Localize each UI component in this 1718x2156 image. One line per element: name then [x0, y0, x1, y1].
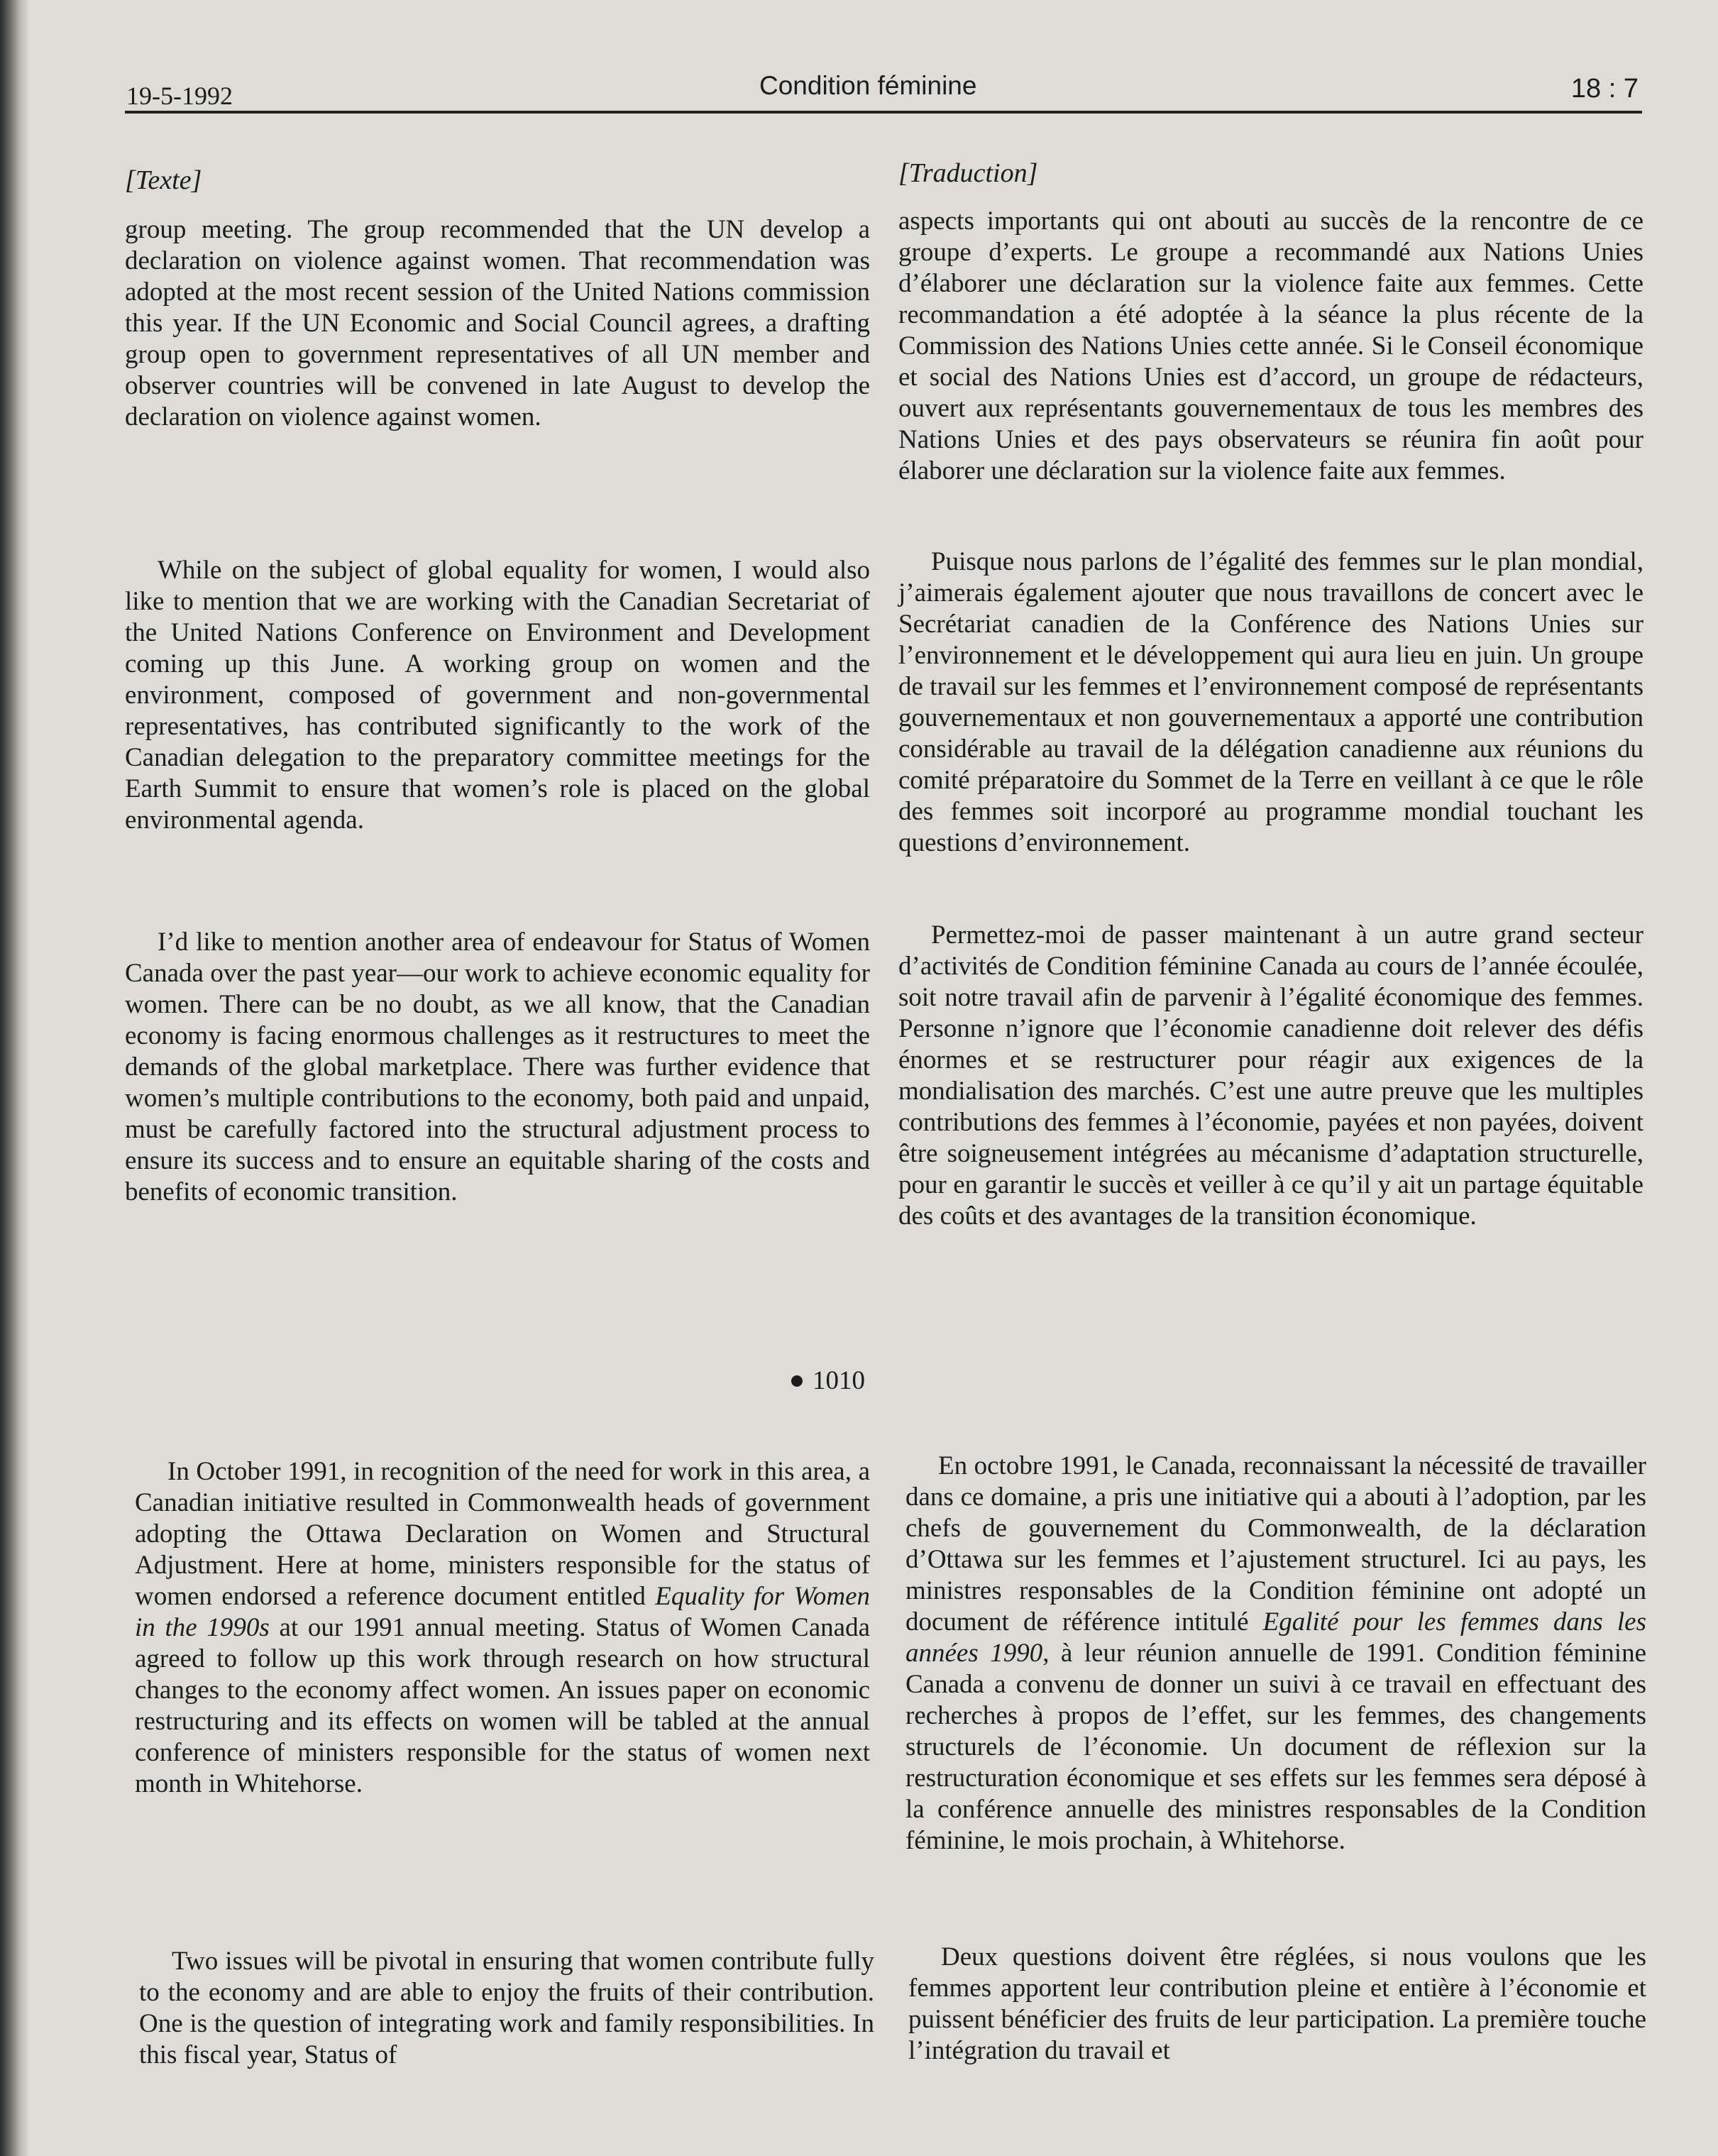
time-marker	[791, 1365, 865, 1396]
left-paragraph-5: Two issues will be pivotal in ensuring that women contribute fully to the economy and are able to enjoy the fruits of their contribution. One is the question of integrating work and family responsibilities. In this fiscal year, Status of	[139, 1947, 874, 2069]
left-column-label: [Texte]	[125, 165, 202, 195]
header-date: 19-5-1992	[126, 82, 233, 110]
left-paragraph-1: group meeting. The group recommended that the UN develop a declaration on violence against women. That recommendation was adopted at the most recent session of the United Nations commission this year. If the UN Economic and Social Council agrees, a drafting group open to government representatives of all UN member and observer countries will be convened in late August to develop the declaration on violence against women.	[125, 215, 870, 431]
right-document-title: Egalité pour les femmes dans les années 1990	[905, 1607, 1646, 1668]
header-title: Condition féminine	[759, 71, 977, 100]
bullet-icon	[791, 1375, 803, 1387]
time-marker-text: 1010	[813, 1366, 865, 1395]
right-paragraph-3: Permettez-moi de passer maintenant à un autre grand secteur d’activités de Condition féminine Canada au cours de l’année écoulée, soit notre travail afin de parvenir à l’égalité économique des femmes. Personne n’ignore que l’économie canadienne doit relever des défis énormes et se restructurer pour réagir aux exigences de la mondialisation des marchés. C’est une autre preuve que les multiples contributions des femmes à l’économie, payées et non payées, doivent être soigneusement intégrées au mécanisme d’adaptation structurelle, pour en garantir le succès et veiller à ce qu’il y ait un partage équitable des coûts et des avantages de la transition économique.	[898, 920, 1643, 1231]
left-document-title: Equality for Women in the 1990s	[135, 1582, 871, 1642]
header-page-number: 18 : 7	[1570, 74, 1639, 104]
right-paragraph-4-end: , à leur réunion annuelle de 1991. Condition féminine Canada a convenu de donner un suivi à ce travail en effectuant des recherches à propos de l’effet, sur les femmes, des changements structurels de l’économie. Un document de réflexion sur la restructuration économique et ses effets sur les femmes sera déposé à la conférence annuelle des ministres responsables de la Condition féminine, le mois prochain, à Whitehorse.	[905, 1639, 1647, 1855]
right-paragraph-4-start: En octobre 1991, le Canada, reconnaissant la nécessité de travailler dans ce domaine, a pris une initiative qui a abouti à l’adoption, par les chefs de gouvernement du Commonwealth, de la déclaration d’Ottawa sur les femmes et l’ajustement structurel. Ici au pays, les ministres responsables de la Condition féminine ont adopté un document de référence intitulé	[905, 1451, 1646, 1637]
left-paragraph-3: I’d like to mention another area of endeavour for Status of Women Canada over the past year—our work to achieve economic equality for women. There can be no doubt, as we all know, that the Canadian economy is facing enormous challenges as it restructures to meet the demands of the global marketplace. There was further evidence that women’s multiple contributions to the economy, both paid and unpaid, must be carefully factored into the structural adjustment process to ensure its success and to ensure an equitable sharing of the costs and benefits of economic transition.	[125, 928, 870, 1206]
right-paragraph-1: aspects importants qui ont abouti au succès de la rencontre de ce groupe d’experts. Le groupe a recommandé aux Nations Unies d’élaborer une déclaration sur la violence faite aux femmes. Cette recommandation a été adoptée à la séance la plus récente de la Commission des Nations Unies cette année. Si le Conseil économique et social des Nations Unies est d’accord, un groupe de rédacteurs, ouvert aux représentants gouvernementaux de tous les membres des Nations Unies et des pays observateurs se réunira fin août pour élaborer une déclaration sur la violence faite aux femmes.	[898, 207, 1643, 485]
right-paragraph-2: Puisque nous parlons de l’égalité des femmes sur le plan mondial, j’aimerais également ajouter que nous travaillons de concert avec le Secrétariat canadien de la Conférence des Nations Unies sur l’environnement et le développement qui aura lieu en juin. Un groupe de travail sur les femmes et l’environnement composé de représentants gouvernementaux et non gouvernementaux a apporté une contribution considérable au travail de la délégation canadienne aux réunions du comité préparatoire du Sommet de la Terre en veillant à ce que le rôle des femmes soit incorporé au programme mondial touchant les questions d’environnement.	[898, 547, 1643, 857]
left-paragraph-4-start: In October 1991, in recognition of the need for work in this area, a Canadian initiative resulted in Commonwealth heads of government adopting the Ottawa Declaration on Women and Structural Adjustment. Here at home, ministers responsible for the status of women endorsed a reference document entitled	[135, 1457, 870, 1611]
right-paragraph-5: Deux questions doivent être réglées, si nous voulons que les femmes apportent leur contribution pleine et entière à l’économie et puissent bénéficier des fruits de leur participation. La première touche l’intégration du travail et	[908, 1942, 1646, 2065]
left-paragraph-2: While on the subject of global equality for women, I would also like to mention that we are working with the Canadian Secretariat of the United Nations Conference on Environment and Development coming up this June. A working group on women and the environment, composed of government and non-governmental representatives, has contributed significantly to the work of the Canadian delegation to the preparatory committee meetings for the Earth Summit to ensure that women’s role is placed on the global environmental agenda.	[125, 556, 870, 835]
left-paragraph-4	[135, 1456, 870, 1800]
right-paragraph-4	[905, 1451, 1646, 1857]
left-paragraph-4-end: at our 1991 annual meeting. Status of Women Canada agreed to follow up this work through research on how structural changes to the economy affect women. An issues paper on economic restructuring and its effects on women will be tabled at the annual conference of ministers responsible for the status of women next month in Whitehorse.	[135, 1613, 870, 1798]
right-column-label: [Traduction]	[898, 158, 1038, 188]
header-rule	[125, 111, 1642, 114]
